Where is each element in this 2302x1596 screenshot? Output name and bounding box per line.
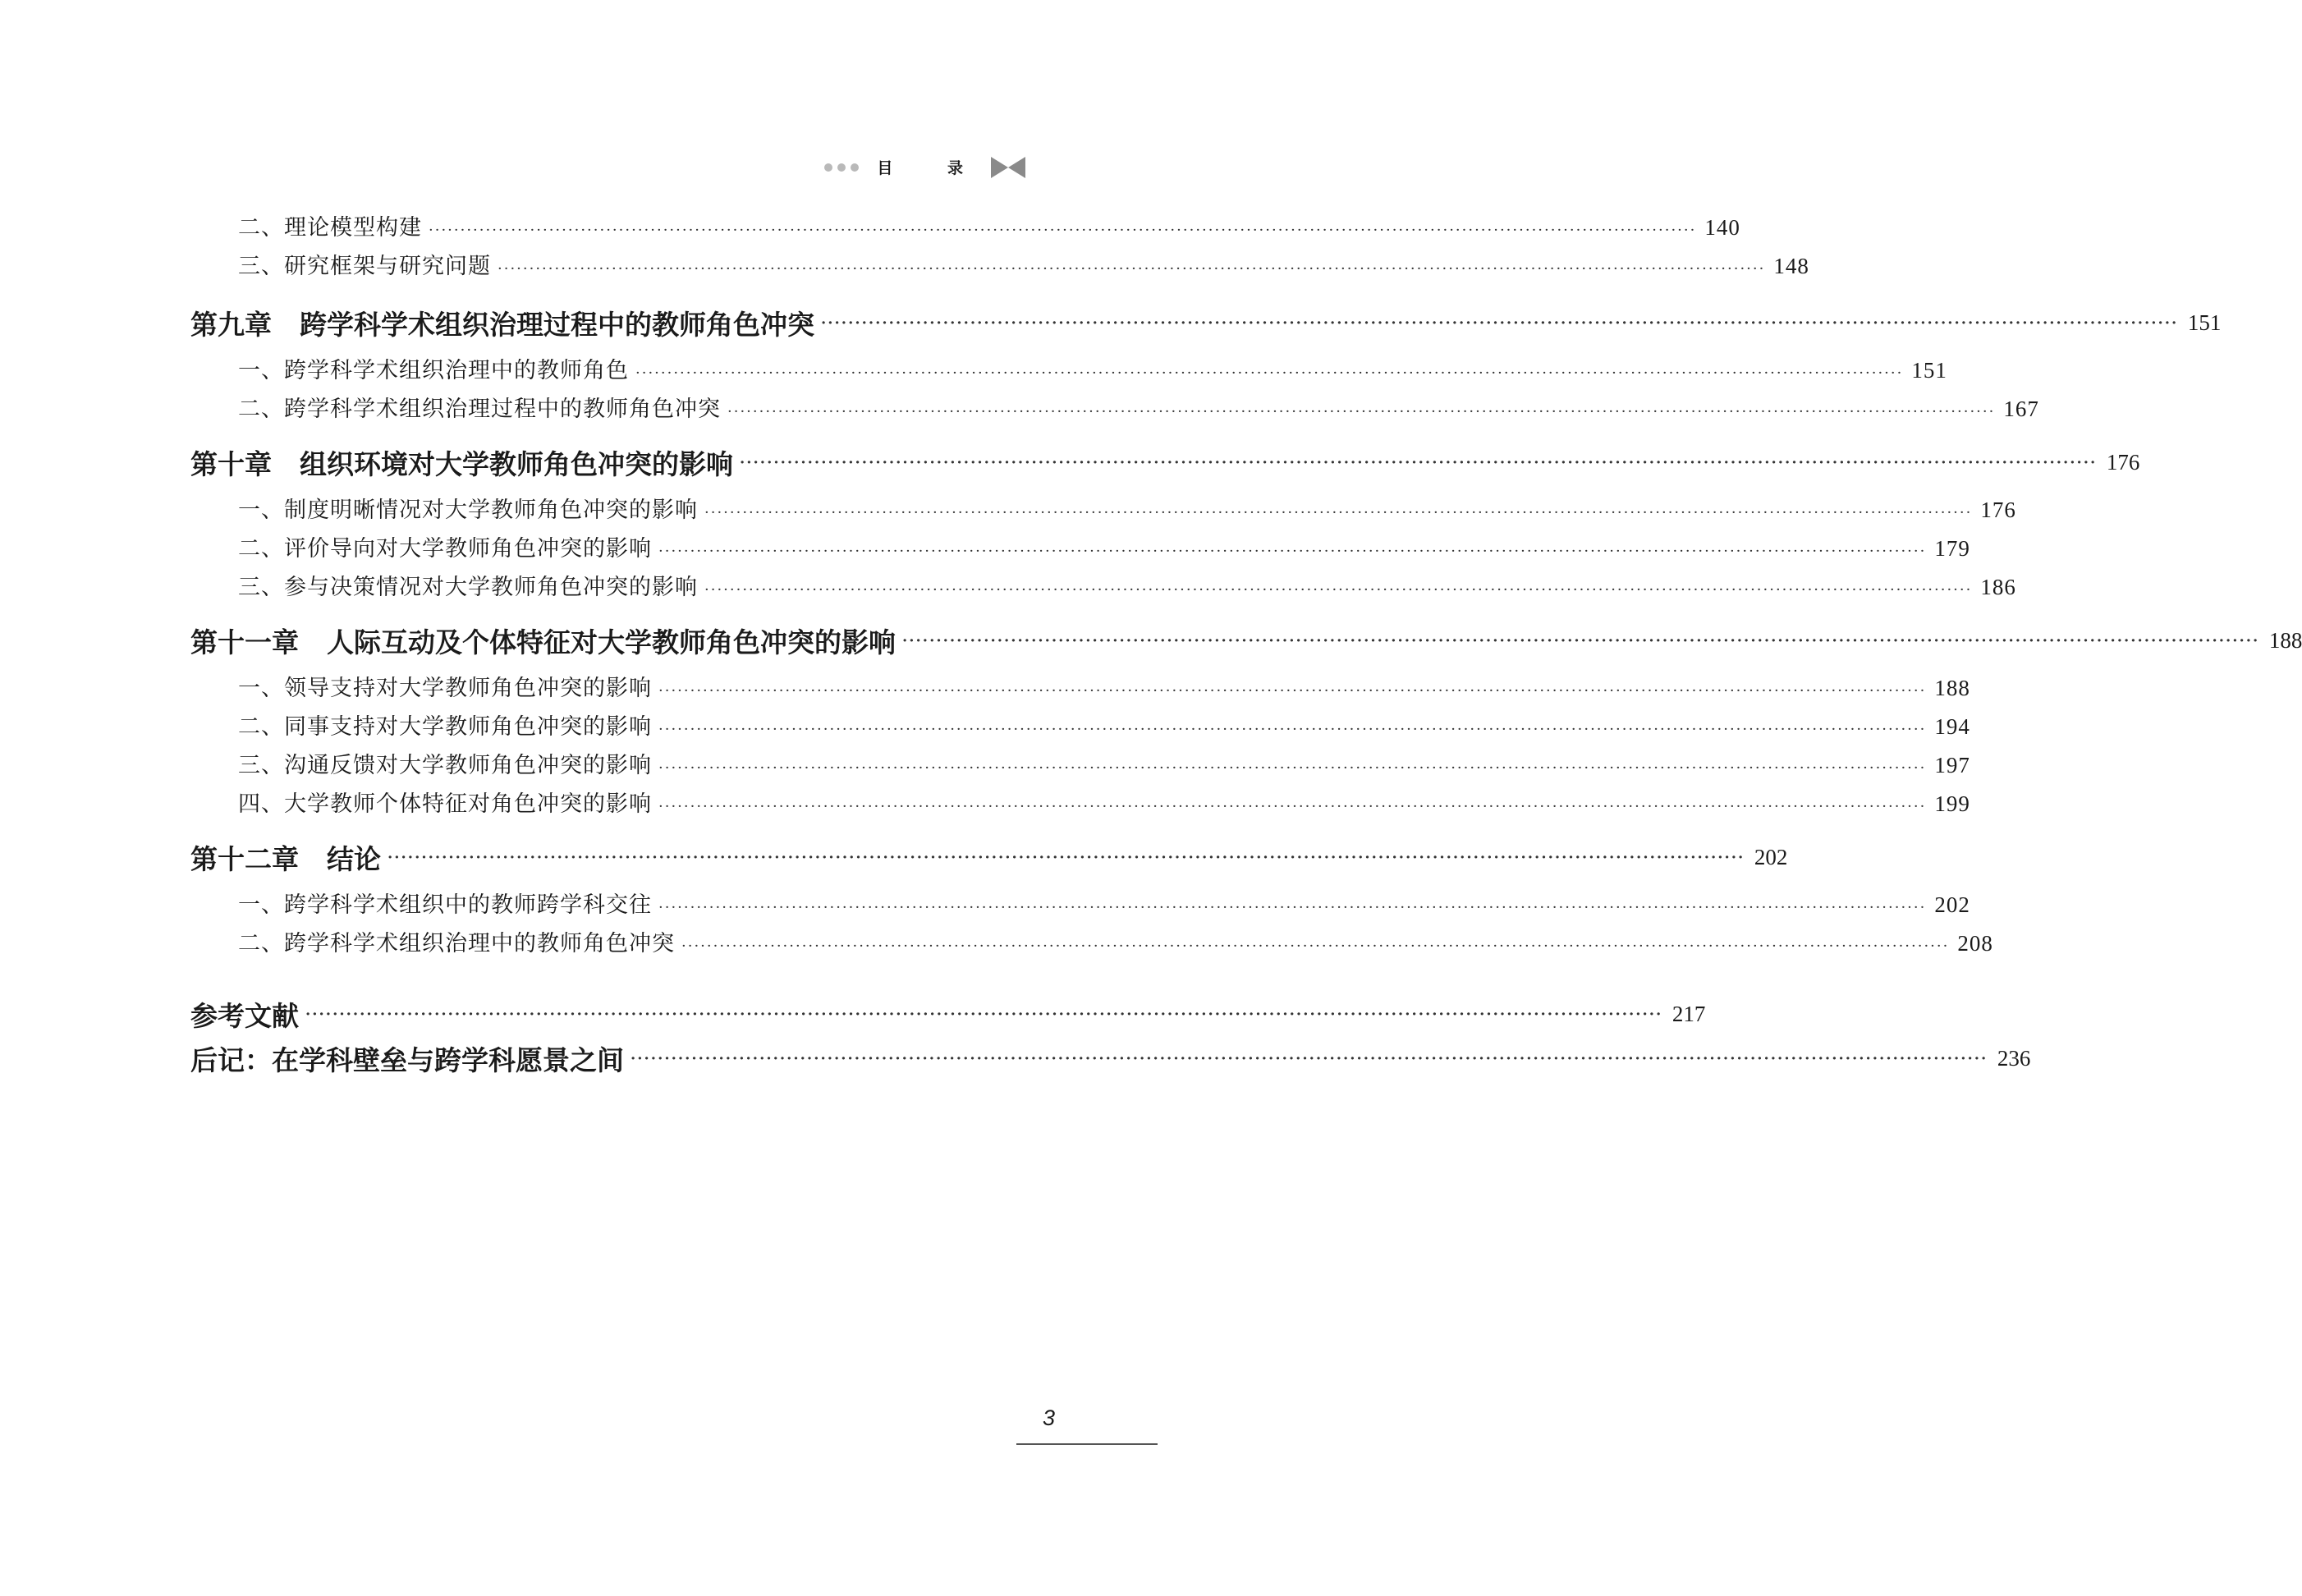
dot-leader: ········································································································································································································: [704, 504, 1973, 521]
dot-leader: ········································································································································································································: [387, 848, 1745, 866]
chapter-title: 结论: [327, 842, 381, 875]
afterword-title: 后记：在学科壁垒与跨学科愿景之间: [190, 1043, 624, 1076]
toc-entry-page: 236: [1997, 1045, 2031, 1071]
toc-entry-page: 151: [1911, 358, 1947, 383]
header-title: 目 录: [877, 159, 988, 177]
toc-entry-chapter[interactable]: [190, 828, 1788, 887]
toc-entry-label: 二、同事支持对大学教师角色冲突的影响: [238, 714, 652, 740]
toc-entry-label: 三、沟通反馈对大学教师角色冲突的影响: [238, 753, 652, 778]
toc-entry-section[interactable]: [190, 709, 1970, 747]
dot-leader: ········································································································································································································: [658, 682, 1927, 699]
dot-leader: ········································································································································································································: [727, 403, 1996, 420]
toc-entry-section[interactable]: [190, 786, 1970, 824]
toc-entry-chapter[interactable]: [190, 433, 2140, 492]
toc-entry-label: 一、领导支持对大学教师角色冲突的影响: [238, 676, 652, 701]
toc-entry-section[interactable]: [190, 530, 1970, 569]
toc-chapter-heading: [190, 443, 733, 482]
toc-chapter-heading: [190, 621, 896, 660]
toc-entry-label: 二、理论模型构建: [238, 215, 422, 241]
chapter-number: 第九章: [190, 308, 272, 341]
toc-entry-page: 186: [1980, 575, 2016, 599]
toc-entry-page: 140: [1704, 215, 1740, 240]
toc-entry-section[interactable]: [190, 248, 1809, 287]
toc-entry-label: 二、跨学科学术组织治理中的教师角色冲突: [238, 931, 675, 956]
chapter-number: 第十二章: [190, 842, 299, 875]
toc-entry-label: 二、跨学科学术组织治理过程中的教师角色冲突: [238, 397, 721, 422]
toc-entry-label: 一、跨学科学术组织中的教师跨学科交往: [238, 892, 652, 918]
dot-leader: ········································································································································································································: [305, 1005, 1663, 1023]
footer-rule: [1016, 1443, 1158, 1445]
toc-entry-section[interactable]: [190, 492, 2016, 530]
dot-leader: ········································································································································································································: [902, 631, 2260, 649]
toc-entry-page: 199: [1934, 791, 1970, 816]
toc-entry-page: 217: [1671, 1001, 1706, 1026]
chapter-number: 第十一章: [190, 626, 299, 658]
chapter-title: 组织环境对大学教师角色冲突的影响: [300, 447, 733, 480]
toc-entry-page: 148: [1773, 254, 1809, 278]
toc-entry-label: 三、参与决策情况对大学教师角色冲突的影响: [238, 575, 698, 600]
toc-entry-section[interactable]: [190, 925, 1993, 964]
decorative-dots: [824, 163, 859, 172]
dot-leader: ········································································································································································································: [658, 721, 1927, 738]
toc-entry-page: 202: [1754, 844, 1788, 869]
chapter-number: 第十章: [190, 447, 272, 480]
chapter-title: 人际互动及个体特征对大学教师角色冲突的影响: [327, 626, 896, 658]
toc-entry-afterword[interactable]: [190, 1036, 2031, 1080]
toc-entry-section[interactable]: [190, 569, 2016, 608]
toc-entry-section[interactable]: [190, 747, 1970, 786]
table-of-contents: [190, 209, 2302, 1080]
toc-entry-page: 176: [1980, 498, 2016, 522]
toc-entry-label: 四、大学教师个体特征对角色冲突的影响: [238, 791, 652, 817]
toc-chapter-heading: [190, 838, 381, 877]
toc-entry-section[interactable]: [190, 209, 1740, 248]
dot-icon: [851, 163, 859, 172]
toc-entry-page: 188: [1934, 676, 1970, 700]
toc-entry-page: 194: [1934, 714, 1970, 739]
toc-entry-chapter[interactable]: [190, 611, 2302, 670]
dot-icon: [824, 163, 832, 172]
dot-leader: ········································································································································································································: [658, 798, 1927, 815]
dot-leader: ········································································································································································································: [821, 314, 2179, 332]
running-header: [824, 156, 1025, 178]
chapter-title: 跨学科学术组织治理过程中的教师角色冲突: [300, 308, 814, 341]
dot-leader: ········································································································································································································: [498, 260, 1766, 277]
dot-leader: ········································································································································································································: [631, 1049, 1988, 1067]
toc-entry-page: 176: [2106, 449, 2140, 475]
toc-entry-page: 188: [2268, 627, 2302, 653]
dot-leader: ········································································································································································································: [658, 899, 1927, 916]
toc-entry-chapter[interactable]: [190, 293, 2222, 352]
page-number: 3: [1043, 1406, 1056, 1430]
dot-leader: ········································································································································································································: [740, 453, 2098, 471]
toc-entry-references[interactable]: [190, 992, 1706, 1036]
dot-leader: ········································································································································································································: [704, 581, 1973, 598]
references-title: 参考文献: [190, 999, 299, 1032]
dot-leader: ········································································································································································································: [658, 759, 1927, 777]
toc-entry-label: 三、研究框架与研究问题: [238, 254, 491, 279]
toc-entry-section[interactable]: [190, 352, 1947, 391]
toc-entry-section[interactable]: [190, 670, 1970, 709]
dot-leader: ········································································································································································································: [681, 938, 1950, 955]
dot-leader: ········································································································································································································: [658, 543, 1927, 560]
toc-entry-page: 202: [1934, 892, 1970, 917]
toc-entry-page: 151: [2187, 310, 2222, 335]
bowtie-icon: [991, 157, 1025, 178]
dot-icon: [837, 163, 846, 172]
toc-entry-page: 208: [1957, 931, 1993, 956]
toc-entry-label: 一、制度明晰情况对大学教师角色冲突的影响: [238, 498, 698, 523]
toc-chapter-heading: [190, 304, 814, 342]
toc-entry-page: 167: [2003, 397, 2039, 421]
toc-entry-page: 179: [1934, 536, 1970, 561]
toc-entry-section[interactable]: [190, 887, 1970, 925]
dot-leader: ········································································································································································································: [429, 222, 1697, 239]
toc-entry-label: 一、跨学科学术组织治理中的教师角色: [238, 358, 629, 383]
toc-entry-section[interactable]: [190, 391, 2039, 429]
dot-leader: ········································································································································································································: [635, 365, 1904, 382]
toc-entry-page: 197: [1934, 753, 1970, 777]
toc-entry-label: 二、评价导向对大学教师角色冲突的影响: [238, 536, 652, 562]
